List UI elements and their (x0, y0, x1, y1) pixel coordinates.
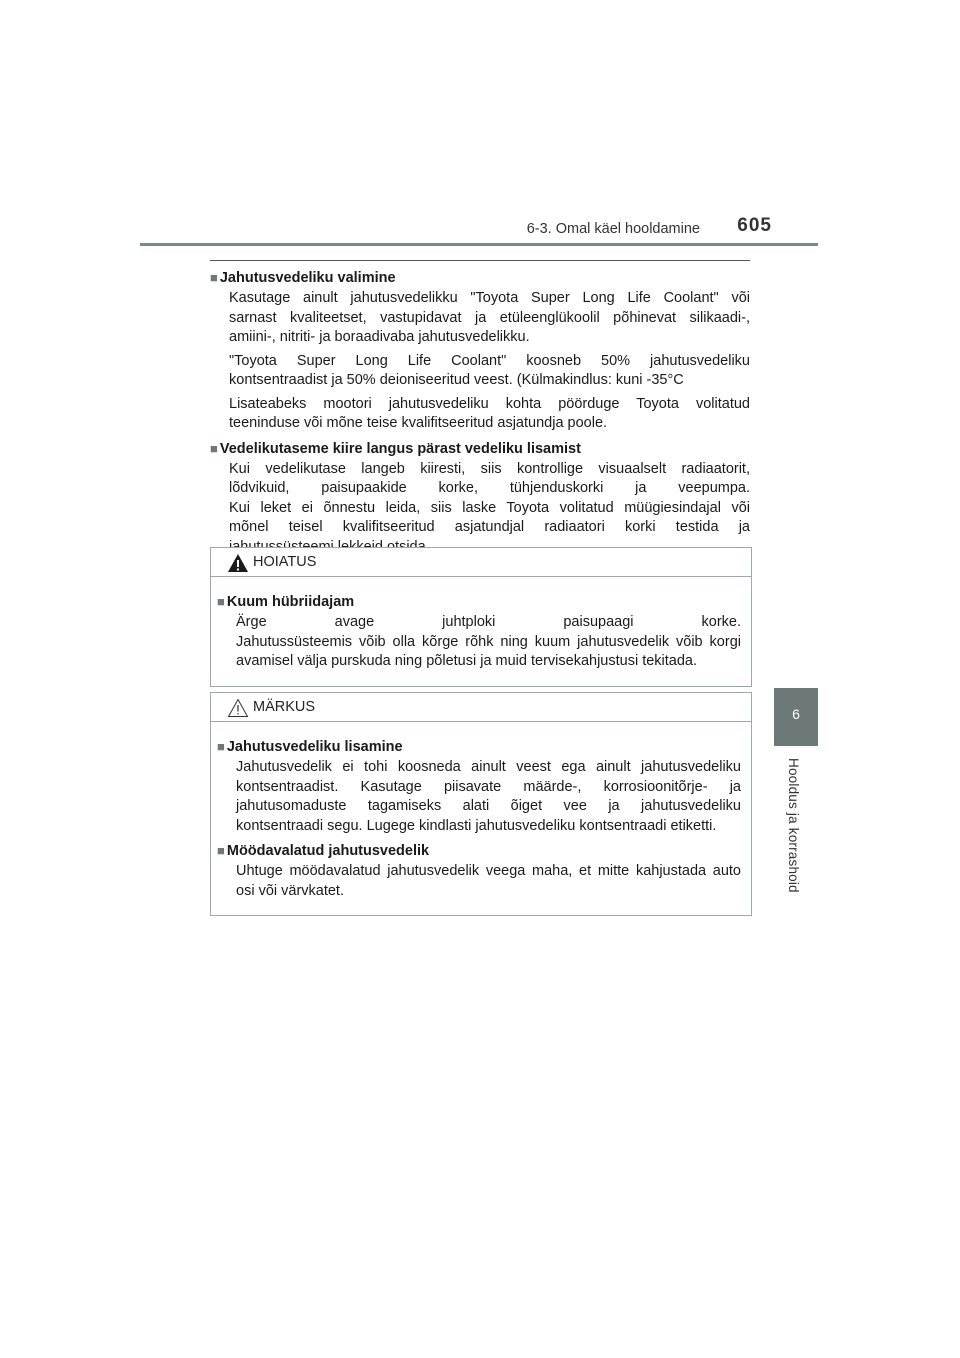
section-heading (210, 438, 750, 460)
notice-box (210, 692, 752, 916)
text-line: Jahutusvedelik ei tohi koosneda ainult veest ega ainult jahutusvedeliku (236, 759, 741, 775)
chapter-number: 6 (792, 706, 800, 722)
main-content (210, 260, 750, 561)
warning-box-header (211, 548, 751, 577)
item-heading-text: Jahutusvedeliku valimine (219, 270, 396, 286)
text-line: kontsentraadist. Kasutage piisavate määrde-, korrosioonitõrje- ja (236, 778, 741, 795)
paragraph (229, 352, 750, 391)
text-line: Kui vedelikutase langeb kiiresti, siis kontrollige visuaalselt radiaatorit, (229, 460, 750, 477)
sections-list (210, 267, 750, 557)
text-line: amiini-, nitriti- ja boraadivaba jahutusvedelikku. (229, 329, 530, 345)
paragraph (236, 862, 741, 901)
paragraph (229, 289, 750, 348)
warning-box-title: HOIATUS (253, 554, 317, 570)
paragraph (229, 460, 750, 558)
text-line: mõnel teisel kvalifitseeritud asjatundjal radiaatori korki testida ja (229, 519, 750, 535)
text-line: jahutusomaduste tagamiseks alati õiget vee ja jahutusvedeliku (236, 798, 741, 814)
notice-item-heading (217, 840, 741, 862)
text-line: osi või värvkatet. (236, 882, 344, 899)
warning-box (210, 547, 752, 687)
caution-outline-icon (227, 698, 249, 718)
paragraph (236, 758, 741, 836)
square-bullet-icon: ■ (210, 270, 218, 285)
page-number: 605 (737, 215, 772, 236)
chapter-tab (774, 688, 818, 746)
square-bullet-icon: ■ (217, 843, 225, 858)
warning-box-body (211, 577, 751, 686)
text-line: kontsentraadist ja 50% deioniseeritud veest. (Külmakindlus: kuni -35°C (229, 372, 684, 388)
page-header (140, 215, 818, 247)
item-heading-text: Vedelikutaseme kiire langus pärast vedeliku lisamist (219, 440, 581, 457)
square-bullet-icon: ■ (210, 440, 218, 456)
warning-triangle-icon (227, 553, 249, 573)
notice-box-body (211, 722, 751, 915)
text-line: Lisateabeks mootori jahutusvedeliku kohta pöörduge Toyota volitatud (229, 395, 750, 412)
chapter-label: Hooldus ja korrashoid (786, 758, 801, 893)
notice-box-header (211, 693, 751, 722)
text-line: "Toyota Super Long Life Coolant" koosneb 50% jahutusvedeliku (229, 352, 750, 369)
text-line: Jahutussüsteemis võib olla kõrge rõhk ning kuum jahutusvedelik võib korgi (236, 633, 741, 650)
paragraph (236, 613, 741, 672)
text-line: avamisel välja purskuda ning põletusi ja muid tervisekahjustusi tekitada. (236, 653, 698, 669)
text-line: Kui leket ei õnnestu leida, siis laske Toyota volitatud müügiesindajal või (229, 499, 750, 516)
text-line: lõdvikuid, paisupaakide korke, tühjenduskorki ja veepumpa. (229, 480, 750, 496)
paragraph (229, 395, 750, 434)
text-line: Kasutage ainult jahutusvedelikku "Toyota Super Long Life Coolant" või (229, 290, 750, 306)
section-title: 6-3. Omal käel hooldamine (526, 221, 700, 237)
header-divider (140, 243, 818, 246)
item-heading-text: Möödavalatud jahutusvedelik (226, 843, 430, 859)
text-line: Ärge avage juhtploki paisupaagi korke. (236, 614, 741, 630)
notice-item-heading (217, 736, 741, 758)
text-line: Uhtuge möödavalatud jahutusvedelik veega maha, et mitte kahjustada auto (236, 863, 741, 879)
notice-box-title: MÄRKUS (253, 699, 316, 715)
square-bullet-icon: ■ (217, 739, 225, 754)
square-bullet-icon: ■ (217, 594, 225, 609)
content-divider (210, 260, 750, 261)
item-heading-text: Kuum hübriidajam (226, 594, 355, 610)
text-line: teeninduse või mõne teise kvalifitseeritud asjatundja poole. (229, 415, 608, 431)
section-heading (210, 267, 750, 289)
warning-item-heading (217, 591, 741, 613)
item-heading-text: Jahutusvedeliku lisamine (226, 739, 403, 755)
text-line: sarnast kvaliteetset, vastupidavat ja etüleenglükoolil põhinevat silikaadi-, (229, 309, 750, 326)
text-line: kontsentraadi segu. Lugege kindlasti jahutusvedeliku kontsentraadi etiketti. (236, 817, 717, 834)
